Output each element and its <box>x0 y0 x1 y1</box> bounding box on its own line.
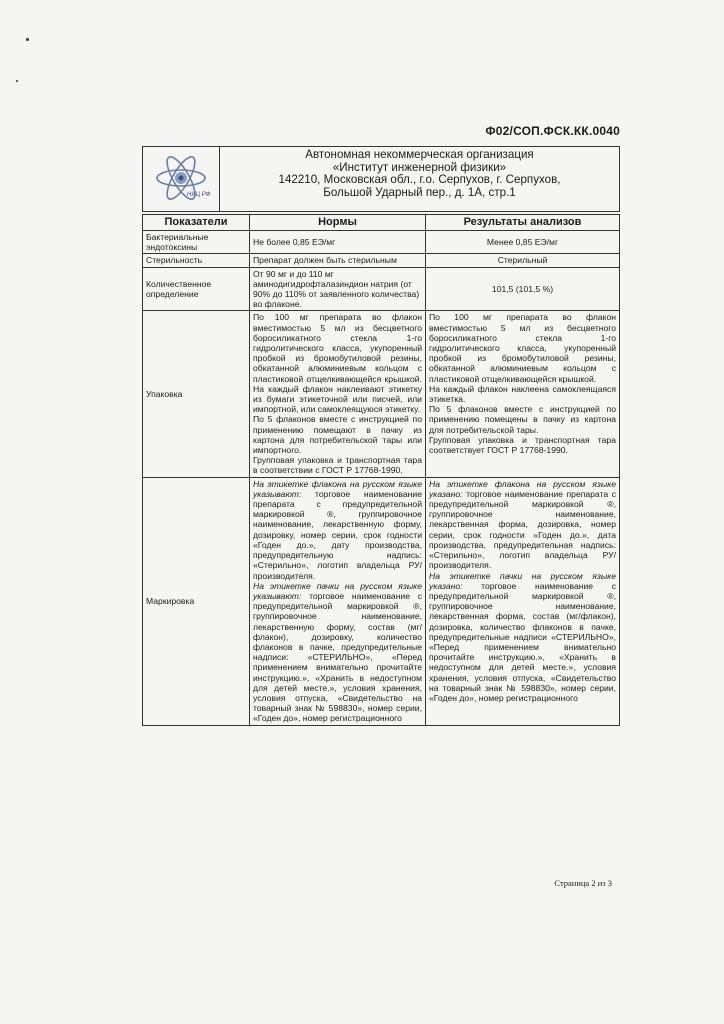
indicator-assay: Количественное определение <box>143 267 250 311</box>
scan-speck <box>26 38 29 41</box>
norm-marking <box>250 477 426 725</box>
result-pack-text: торговое наименование с предупредительной маркировкой ®, группировочное наименование, лекарственная форма, состав (мг/флакон), дозировка, количество флаконов в пачке, предупредительные надписи «СТЕРИЛЬНО», «Перед применением внимательно прочитайте инструкцию.», «Хранить в недоступном для детей месте.», условия хранения, условия отпуска, «Свидетельство на товарный знак № 598830», номер серии, «Годен до», номер регистрационного <box>429 580 616 703</box>
result-packaging-paragraph: На каждый флакон наклеена самоклеящаяся этикетка. <box>429 383 616 405</box>
table-row <box>143 311 620 477</box>
norm-vial-lead: На этикетке флакона на русском языке указывают: <box>253 478 422 499</box>
table-row <box>143 267 620 311</box>
result-marking <box>426 477 620 725</box>
result-assay: 101,5 (101,5 %) <box>426 267 620 311</box>
norm-vial-text: торговое наименование препарата с предупредительной маркировкой ®, группировочное наименование, лекарственную форму, дозировку, номер серии, срок годности «Годен до.», дату производства, предупредительную надпись: «Стерильно», логотип владельца РУ/производителя. <box>253 488 422 581</box>
result-packaging-paragraph: По 5 флаконов вместе с инструкцией по применению помещены в пачку из картона для потребительской тары. <box>429 404 616 435</box>
norm-packaging <box>250 311 426 477</box>
result-packaging-paragraph: По 100 мг препарата во флакон вместимостью 5 мл из бесцветного боросиликатного стекла 1-го гидролитического класса, укупоренный пробкой из бромобутиловой резины, обкатанной алюминиевым кольцом с пластиковой отщелкивающейся крышкой. <box>429 312 616 384</box>
result-endotoxins: Менее 0,85 ЕЭ/мг <box>426 231 620 254</box>
logo-lettering: НИЦ РФ <box>187 192 211 198</box>
document-code: Ф02/СОП.ФСК.КК.0040 <box>485 124 620 138</box>
result-marking-vial <box>429 479 616 571</box>
indicator-packaging: Упаковка <box>143 311 250 477</box>
norm-endotoxins: Не более 0,85 ЕЭ/мг <box>250 231 426 254</box>
result-vial-text: торговое наименование препарата с предупредительной маркировкой ®, группировочное наименование, лекарственная форма, дозировка, номер серии, срок годности «Годен до.», дата производства, предупредительная надпись: «Стерильно», логотип владельца РУ/производителя. <box>429 488 617 571</box>
norm-marking-vial <box>253 479 422 581</box>
indicator-sterility: Стерильность <box>143 254 250 267</box>
norm-pack-text: торговое наименование с предупредительной маркировкой ®, группировочное наименование, лекарственную форму, состав (мг/флакон), дозировку, количество флаконов в пачке, предупредительные надписи: «СТЕРИЛЬНО», «Перед применением внимательно прочитайте инструкцию.», «Хранить в недоступном для детей месте.», условия хранения, условия отпуска, «Свидетельство на товарный знак № 598830», номер серии, «Годен до», номер регистрационного <box>253 590 423 724</box>
norm-packaging-paragraph: По 5 флаконов вместе с инструкцией по применению помещают в пачку из картона для потребительской тары или импортного. <box>253 414 422 456</box>
organization-info <box>220 147 619 211</box>
org-type: Автономная некоммерческая организация <box>305 148 534 161</box>
norm-packaging-paragraph: Групповая упаковка и транспортная тара в соответствии с ГОСТ Р 17768-1990. <box>253 455 422 476</box>
norm-pack-lead: На этикетке пачки на русском языке указывают: <box>253 580 422 601</box>
norm-marking-pack <box>253 581 422 724</box>
org-address-line-2: Большой Ударный пер., д. 1А, стр.1 <box>323 185 516 199</box>
result-vial-lead: На этикетке флакона на русском языке указано: <box>429 478 616 499</box>
table-row <box>143 254 620 267</box>
result-marking-pack <box>429 571 616 704</box>
header-indicators: Показатели <box>143 215 250 231</box>
atom-logo-icon <box>151 152 211 206</box>
norm-assay: От 90 мг и до 110 мг аминодигидрофталазиндион натрия (от 90% до 110% от заявленного количества) во флаконе. <box>250 267 426 311</box>
organization-header <box>142 146 620 212</box>
header-results: Результаты анализов <box>426 215 620 231</box>
institute-logo <box>143 147 220 211</box>
scan-speck <box>16 80 18 82</box>
norm-packaging-paragraph: По 100 мг препарата во флакон вместимостью 5 мл из бесцветного боросиликатного стекла 1-го гидролитического класса, укупоренный пробкой из бромобутиловой резины, обкатанной алюминиевым кольцом с пластиковой отщелкивающейся крышкой. На каждый флакон наклеивают этикетку из бумаги этикеточной или писчей, или импортной, или самоклеящуюся этикетку. <box>253 312 422 415</box>
analysis-results-table <box>142 214 620 726</box>
result-sterility: Стерильный <box>426 254 620 267</box>
result-packaging <box>426 311 620 477</box>
org-address-line-1: 142210, Московская обл., г.о. Серпухов, г. Серпухов, <box>278 173 561 187</box>
org-name: «Институт инженерной физики» <box>332 160 507 174</box>
norm-sterility: Препарат должен быть стерильным <box>250 254 426 267</box>
indicator-marking: Маркировка <box>143 477 250 725</box>
page-number: Страница 2 из 3 <box>554 878 612 888</box>
table-row <box>143 477 620 725</box>
indicator-endotoxins: Бактериальные эндотоксины <box>143 231 250 254</box>
result-packaging-paragraph: Групповая упаковка и транспортная тара соответствует ГОСТ Р 17768-1990. <box>429 434 616 456</box>
table-header-row <box>143 215 620 231</box>
result-pack-lead: На этикетке пачки на русском языке указано: <box>429 570 616 591</box>
header-norms: Нормы <box>250 215 426 231</box>
table-row <box>143 231 620 254</box>
